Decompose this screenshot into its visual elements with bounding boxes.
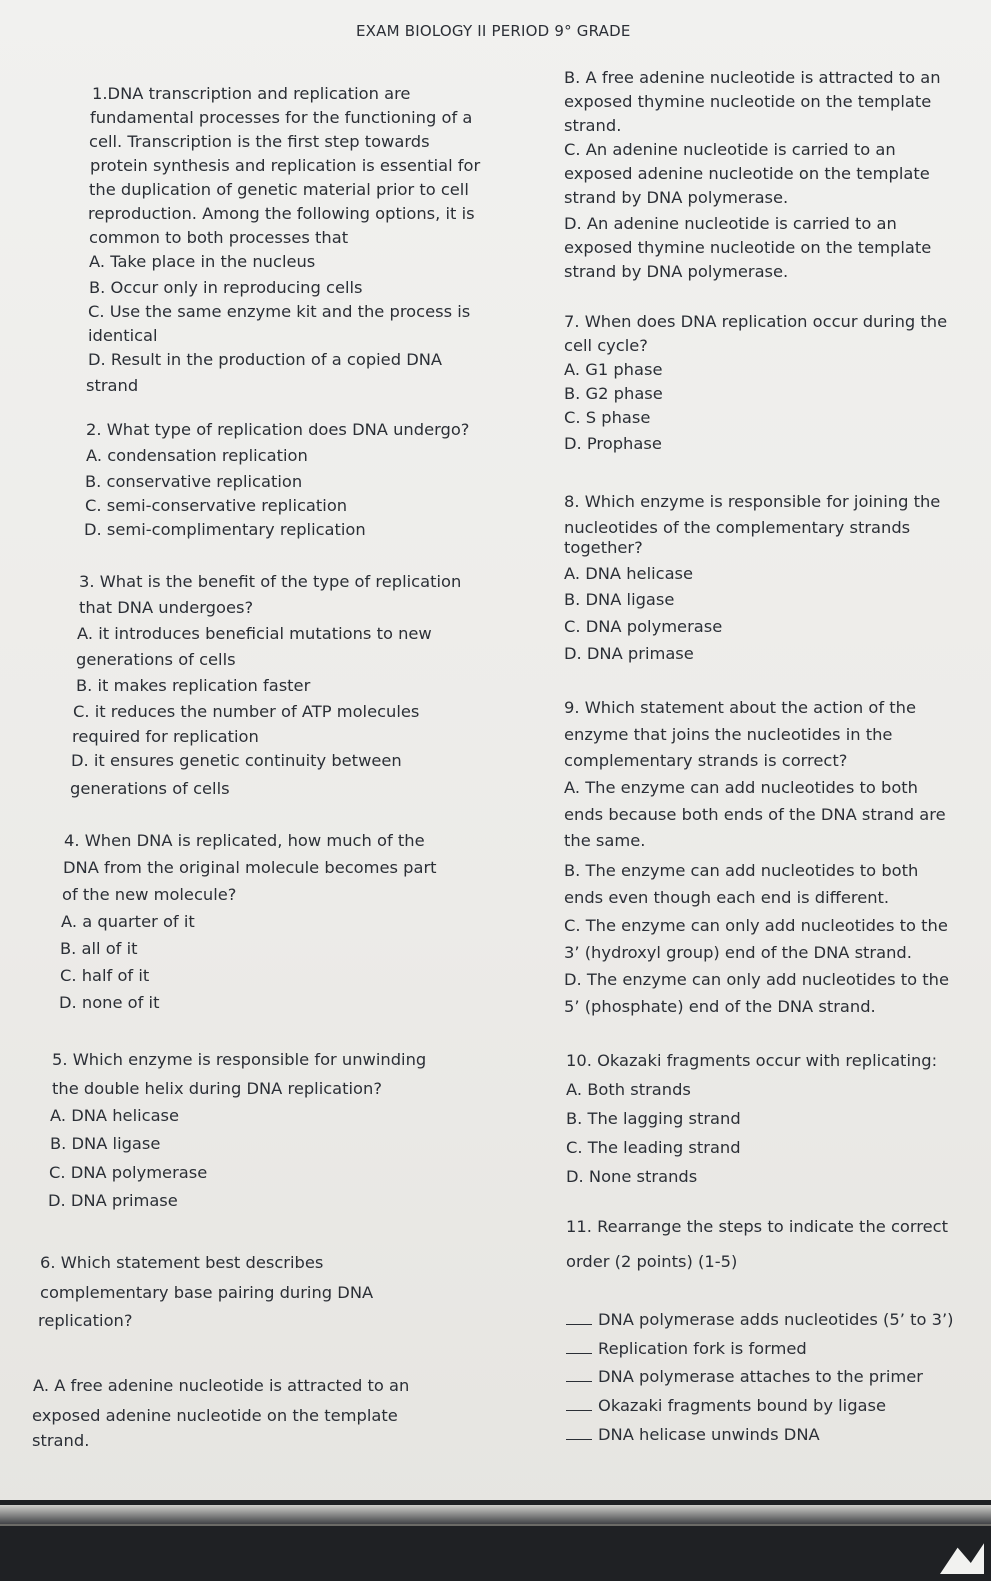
right-column-line	[564, 566, 693, 582]
left-column-line	[76, 678, 310, 694]
left-column-line	[70, 781, 230, 797]
left-column-text: 4. When DNA is replicated, how much of the	[64, 831, 425, 850]
right-column-line	[564, 863, 918, 879]
left-column-line	[90, 110, 472, 126]
left-column-text: that DNA undergoes?	[79, 598, 254, 617]
right-column-line	[564, 619, 722, 635]
right-column-text: order (2 points) (1-5)	[566, 1252, 738, 1271]
left-column-text: cell. Transcription is the first step towards	[89, 132, 430, 151]
right-column-text: 7. When does DNA replication occur during the	[564, 312, 948, 331]
left-column-text: C. half of it	[60, 966, 150, 985]
left-column-line	[89, 230, 348, 246]
right-column-line	[564, 592, 674, 608]
right-column-line	[564, 386, 663, 402]
left-column-text: D. none of it	[59, 993, 160, 1012]
left-column-line	[79, 574, 461, 590]
left-column-text: required for replication	[72, 727, 259, 746]
left-column-line	[73, 704, 419, 720]
right-column-text: C. The enzyme can only add nucleotides to the	[564, 916, 948, 935]
right-column-line	[566, 1111, 741, 1127]
right-column-line	[564, 727, 892, 743]
left-column-line	[49, 1165, 207, 1181]
answer-blank[interactable]	[566, 1324, 592, 1325]
left-column-line	[59, 995, 159, 1011]
paper-shadow-edge	[0, 1505, 991, 1525]
left-column-text: A. A free adenine nucleotide is attracted to an	[33, 1376, 410, 1395]
left-column-text: D. Result in the production of a copied DNA	[88, 350, 443, 369]
right-column-line	[564, 494, 940, 510]
left-column-line	[50, 1136, 160, 1152]
right-column-text: strand.	[564, 116, 622, 135]
step-text: Replication fork is formed	[598, 1339, 807, 1358]
right-column-line	[566, 1254, 737, 1270]
right-column-line	[564, 700, 916, 716]
right-column-line	[564, 362, 662, 378]
left-column-line	[92, 86, 410, 102]
right-column-text: 11. Rearrange the steps to indicate the correct	[566, 1217, 948, 1236]
left-column-line	[84, 522, 366, 538]
right-column-line	[564, 190, 788, 206]
left-column-text: protein synthesis and replication is essential for	[90, 156, 481, 175]
answer-blank[interactable]	[566, 1353, 592, 1354]
left-column-text: B. DNA ligase	[50, 1134, 161, 1153]
right-column-text: A. DNA helicase	[564, 564, 694, 583]
left-column-line	[76, 652, 236, 668]
left-column-text: D. DNA primase	[48, 1191, 178, 1210]
left-column-line	[72, 729, 259, 745]
right-column-line	[564, 807, 946, 823]
desk-edge-line	[0, 1524, 991, 1526]
left-column-line	[89, 182, 469, 198]
left-column-line	[48, 1193, 178, 1209]
right-column-text: the same.	[564, 831, 646, 850]
right-column-text: cell cycle?	[564, 336, 648, 355]
step-text: Okazaki fragments bound by ligase	[598, 1396, 887, 1415]
left-column-text: the duplication of genetic material prior to cell	[89, 180, 469, 199]
right-column-text: strand by DNA polymerase.	[564, 262, 789, 281]
step-line	[566, 1341, 807, 1357]
left-column-line	[89, 280, 363, 296]
right-column-text: 10. Okazaki fragments occur with replicating:	[566, 1051, 938, 1070]
right-column-line	[564, 753, 847, 769]
right-column-text: nucleotides of the complementary strands	[564, 518, 911, 537]
left-column-line	[32, 1408, 398, 1424]
left-column-line	[86, 448, 308, 464]
left-column-text: B. Occur only in reproducing cells	[89, 278, 363, 297]
left-column-line	[79, 600, 253, 616]
right-column-line	[564, 70, 941, 86]
left-column-text: A. DNA helicase	[50, 1106, 180, 1125]
left-column-text: A. condensation replication	[86, 446, 308, 465]
right-column-text: ends because both ends of the DNA strand are	[564, 805, 946, 824]
step-text: DNA polymerase attaches to the primer	[598, 1367, 923, 1386]
left-column-line	[86, 378, 138, 394]
answer-blank[interactable]	[566, 1410, 592, 1411]
left-column-text: 1.DNA transcription and replication are	[92, 84, 411, 103]
right-column-text: D. DNA primase	[564, 644, 694, 663]
left-column-text: C. it reduces the number of ATP molecules	[73, 702, 420, 721]
right-column-text: exposed thymine nucleotide on the template	[564, 238, 932, 257]
right-column-text: complementary strands is correct?	[564, 751, 848, 770]
right-column-line	[564, 945, 912, 961]
left-column-line	[63, 860, 437, 876]
right-column-line	[564, 118, 621, 134]
right-column-text: A. G1 phase	[564, 360, 663, 379]
left-column-text: complementary base pairing during DNA	[40, 1283, 374, 1302]
left-column-text: 5. Which enzyme is responsible for unwinding	[52, 1050, 427, 1069]
exam-title: EXAM BIOLOGY II PERIOD 9° GRADE	[356, 22, 631, 40]
left-column-line	[64, 833, 425, 849]
left-column-text: 2. What type of replication does DNA undergo?	[86, 420, 470, 439]
left-column-line	[71, 753, 402, 769]
left-column-text: reproduction. Among the following options, it is	[88, 204, 475, 223]
right-column-text: C. An adenine nucleotide is carried to an	[564, 140, 896, 159]
left-column-line	[32, 1433, 89, 1449]
right-column-text: D. An adenine nucleotide is carried to an	[564, 214, 897, 233]
left-column-text: strand.	[32, 1431, 90, 1450]
left-column-text: B. all of it	[60, 939, 138, 958]
left-column-text: the double helix during DNA replication?	[52, 1079, 382, 1098]
right-column-text: C. S phase	[564, 408, 651, 427]
right-column-text: A. Both strands	[566, 1080, 691, 1099]
right-column-text: 3’ (hydroxyl group) end of the DNA strand.	[564, 943, 912, 962]
left-column-line	[89, 254, 315, 270]
left-column-line	[90, 158, 480, 174]
left-column-line	[89, 134, 430, 150]
left-column-line	[77, 626, 432, 642]
right-column-text: C. The leading strand	[566, 1138, 741, 1157]
right-column-text: D. Prophase	[564, 434, 662, 453]
right-column-line	[566, 1169, 697, 1185]
right-column-line	[564, 338, 648, 354]
right-column-text: enzyme that joins the nucleotides in the	[564, 725, 893, 744]
left-column-line	[88, 206, 475, 222]
right-column-line	[564, 646, 694, 662]
right-column-line	[564, 166, 930, 182]
step-text: DNA helicase unwinds DNA	[598, 1425, 820, 1444]
right-column-line	[564, 918, 948, 934]
right-column-line	[566, 1219, 948, 1235]
right-column-line	[564, 410, 650, 426]
step-line	[566, 1312, 954, 1328]
right-column-line	[564, 94, 931, 110]
right-column-line	[564, 890, 889, 906]
right-column-text: 9. Which statement about the action of the	[564, 698, 917, 717]
left-column-text: 3. What is the benefit of the type of replication	[79, 572, 462, 591]
left-column-line	[52, 1052, 426, 1068]
left-column-text: B. it makes replication faster	[76, 676, 311, 695]
left-column-text: DNA from the original molecule becomes part	[63, 858, 437, 877]
right-column-text: 8. Which enzyme is responsible for joining the	[564, 492, 941, 511]
left-column-line	[61, 914, 195, 930]
right-column-text: D. None strands	[566, 1167, 698, 1186]
left-column-line	[86, 422, 469, 438]
right-column-line	[566, 1053, 937, 1069]
right-column-line	[566, 1140, 741, 1156]
right-column-text: A. The enzyme can add nucleotides to both	[564, 778, 918, 797]
right-column-text: B. The enzyme can add nucleotides to both	[564, 861, 919, 880]
right-column-text: B. A free adenine nucleotide is attracted to an	[564, 68, 941, 87]
step-line	[566, 1398, 886, 1414]
left-column-text: exposed adenine nucleotide on the template	[32, 1406, 398, 1425]
step-line	[566, 1427, 820, 1443]
left-column-line	[52, 1081, 382, 1097]
left-column-text: A. a quarter of it	[61, 912, 195, 931]
left-column-line	[85, 474, 302, 490]
right-column-line	[564, 999, 876, 1015]
right-column-text: B. The lagging strand	[566, 1109, 741, 1128]
right-column-text: together?	[564, 538, 643, 557]
left-column-line	[60, 968, 149, 984]
left-column-line	[88, 304, 470, 320]
right-column-line	[564, 833, 645, 849]
left-column-line	[60, 941, 138, 957]
right-column-text: B. DNA ligase	[564, 590, 675, 609]
right-column-line	[564, 216, 897, 232]
left-column-line	[40, 1285, 373, 1301]
right-column-line	[564, 520, 910, 536]
right-column-line	[564, 314, 947, 330]
left-column-text: C. semi-conservative replication	[85, 496, 348, 515]
left-column-text: fundamental processes for the functioning of a	[90, 108, 473, 127]
right-column-text: strand by DNA polymerase.	[564, 188, 789, 207]
left-column-text: generations of cells	[70, 779, 230, 798]
left-column-text: C. Use the same enzyme kit and the process is	[88, 302, 471, 321]
left-column-text: strand	[86, 376, 139, 395]
right-column-line	[564, 972, 949, 988]
left-column-text: B. conservative replication	[85, 472, 303, 491]
answer-blank[interactable]	[566, 1381, 592, 1382]
left-column-line	[38, 1313, 133, 1329]
left-column-line	[50, 1108, 179, 1124]
right-column-line	[564, 264, 788, 280]
right-column-text: C. DNA polymerase	[564, 617, 723, 636]
left-column-text: D. it ensures genetic continuity between	[71, 751, 402, 770]
right-column-line	[564, 240, 931, 256]
right-column-line	[564, 436, 662, 452]
left-column-text: generations of cells	[76, 650, 236, 669]
answer-blank[interactable]	[566, 1439, 592, 1440]
left-column-text: A. Take place in the nucleus	[89, 252, 316, 271]
right-column-line	[564, 540, 643, 556]
left-column-line	[88, 328, 158, 344]
left-column-text: identical	[88, 326, 158, 345]
left-column-text: 6. Which statement best describes	[40, 1253, 324, 1272]
right-column-text: D. The enzyme can only add nucleotides to the	[564, 970, 950, 989]
left-column-line	[40, 1255, 323, 1271]
left-column-text: replication?	[38, 1311, 133, 1330]
right-column-text: B. G2 phase	[564, 384, 663, 403]
left-column-line	[88, 352, 442, 368]
step-text: DNA polymerase adds nucleotides (5’ to 3’)	[598, 1310, 954, 1329]
right-column-text: exposed thymine nucleotide on the template	[564, 92, 932, 111]
left-column-line	[62, 887, 236, 903]
left-column-line	[85, 498, 347, 514]
left-column-text: C. DNA polymerase	[49, 1163, 208, 1182]
left-column-text: A. it introduces beneficial mutations to new	[77, 624, 432, 643]
left-column-text: D. semi-complimentary replication	[84, 520, 366, 539]
left-column-line	[33, 1378, 409, 1394]
right-column-text: ends even though each end is different.	[564, 888, 890, 907]
step-line	[566, 1369, 923, 1385]
right-column-text: 5’ (phosphate) end of the DNA strand.	[564, 997, 876, 1016]
right-column-line	[564, 142, 896, 158]
left-column-text: of the new molecule?	[62, 885, 237, 904]
right-column-text: exposed adenine nucleotide on the template	[564, 164, 930, 183]
right-column-line	[566, 1082, 691, 1098]
right-column-line	[564, 780, 918, 796]
left-column-text: common to both processes that	[89, 228, 349, 247]
